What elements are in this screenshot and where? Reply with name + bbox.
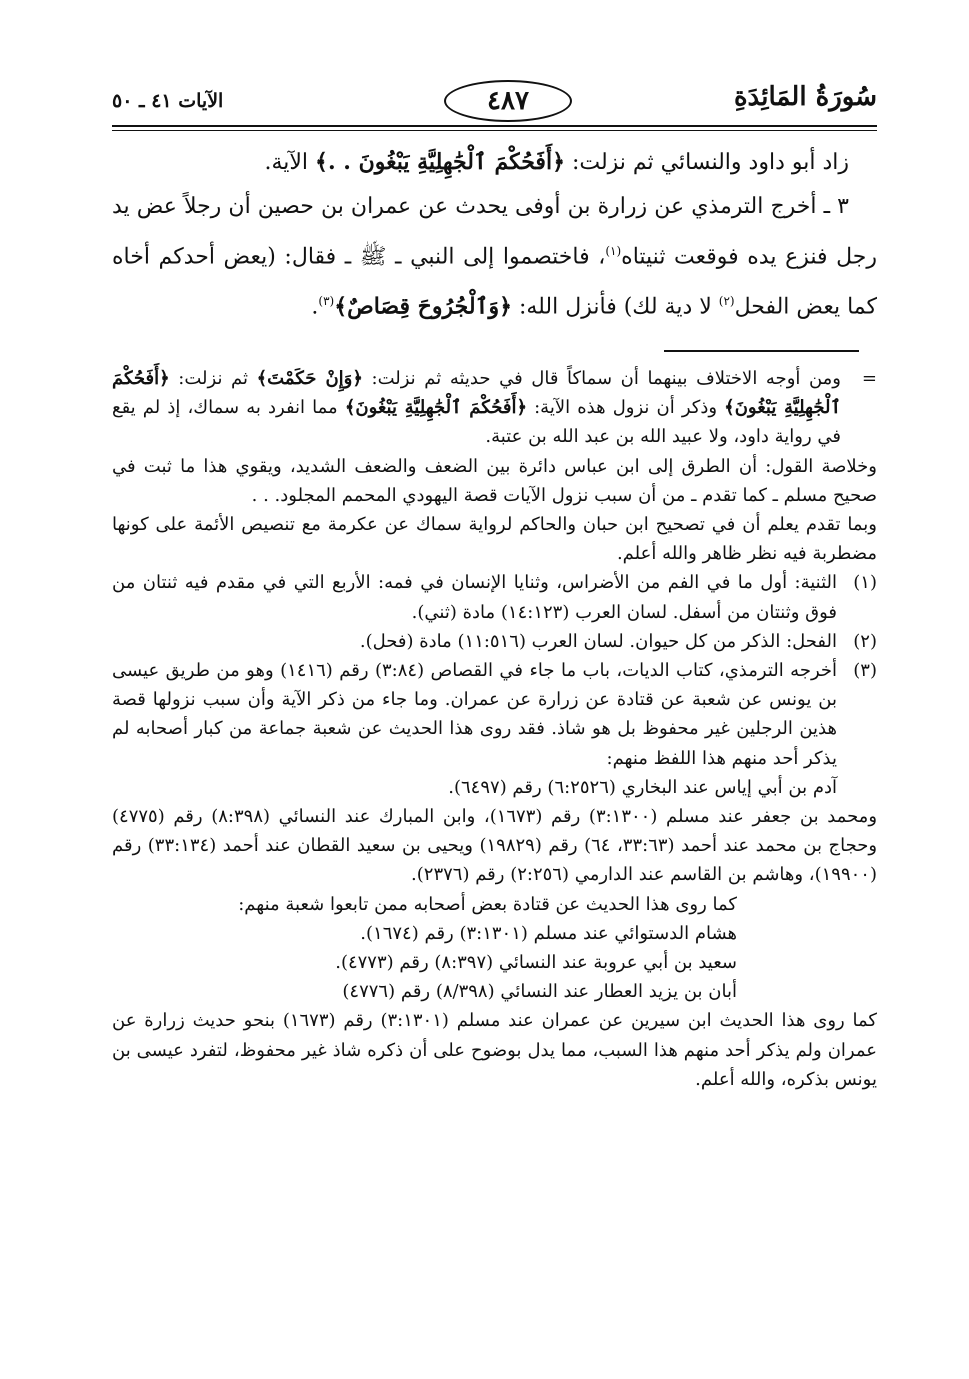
- footnote-text: أخرجه الترمذي، كتاب الديات، باب ما جاء في القصاص (٣:٨٤) رقم (١٤١٦) وهو من طريق عيسى بن يونس عن شعبة عن قتادة عن زرارة عن عمران. وما جاء من ذكر الآية وأن سبب نزولها قصة هذين الرجلين غير محفوظ بل هو شاذ. فقد روى هذا الحديث عن شعبة جماعة من كبار أصحابه لم يذكر أحد منهم هذا اللفظ منهم:: [112, 660, 838, 769]
- header-rule: [112, 125, 877, 127]
- quran-quote: ﴿وَإِنْ حَكَمْتَ﴾: [256, 368, 363, 389]
- footnote-3: [112, 656, 877, 773]
- footnote-number: (٣): [853, 660, 877, 682]
- surah-title: سُورَةُ المَائِدَةِ: [733, 82, 877, 112]
- footnote-conclusion: وبما تقدم يعلم أن في تصحيح ابن حبان والحاكم لرواية سماك عن عكرمة مع تنصيص الأئمة على كونها مضطربة فيه نظر ظاهر والله أعلم.: [112, 514, 877, 565]
- footnote-text: الثنية: أول ما في الفم من الأضراس، وثنايا الإنسان في فمه: الأربع التي في مقدم فيه ثنتان من فوق وثنتان من أسفل. لسان العرب (١٤:١٢٣) مادة (ثني).: [112, 572, 837, 623]
- verses-range: الآيات ٤١ ـ ٥٠: [112, 90, 224, 112]
- footnote-3-line: أبان بن يزيد العطار عند النسائي (٨/٣٩٨) رقم (٤٧٧٦): [342, 981, 737, 1003]
- page-number: ٤٨٧: [444, 80, 572, 122]
- text-span: وذكر أن نزول هذه الآية:: [527, 397, 725, 419]
- text-span: ٣ ـ أخرج الترمذي عن زرارة بن أوفى يحدث عن عمران بن حصين أن رجلاً عض يد رجل فنزع يده فوقعت ثنيتاه: [112, 194, 878, 270]
- text-span: .: [311, 294, 319, 320]
- footnote-3-line: سعيد بن أبي عروبة عند النسائي (٨:٣٩٧) رقم (٤٧٧٣).: [335, 952, 737, 974]
- text-span: الآية.: [264, 150, 316, 175]
- footnote-number: (١): [853, 572, 877, 594]
- text-span: ، فاختصموا إلى النبي ـ ﷺ ـ فقال: (يعض أحدكم أخاه كما يعض الفحل: [112, 244, 877, 320]
- text-span: ثم نزلت:: [169, 368, 257, 389]
- main-paragraph-2: [112, 185, 877, 330]
- text-span: مما انفرد به سماك، إذ لم يقع في رواية داود، ولا عبيد الله بن عبد الله بن عتبة.: [112, 397, 841, 448]
- footnote-ref-2: (٢): [718, 294, 735, 309]
- quran-quote: ﴿أَفَحُكْمَ ٱلْجَٰهِلِيَّةِ يَبْغُونَ﴾: [344, 397, 527, 419]
- footnote-3-line: كما روى هذا الحديث عن قتادة بعض أصحابه ممن تابعوا شعبة منهم:: [238, 893, 737, 915]
- text-span: زاد أبو داود والنسائي ثم نزلت:: [564, 150, 849, 175]
- footnote-3-line: ومحمد بن جعفر عند مسلم (٣:١٣٠٠) رقم (١٦٧٣)، وابن المبارك عند النسائي (٨:٣٩٨) رقم (٤٧٧٥) وحجاج بن محمد عند أحمد (٣٣:٦٣، ٦٤) رقم (١٩٨٢٩) ويحيى بن سعيد القطان عند أحمد (٣٣:١٣٤) رقم (١٩٩٠٠)، وهاشم بن القاسم عند الدارمي (٢:٢٥٦) رقم (٢٣٧٦).: [112, 806, 878, 886]
- footnote-3-line: كما روى هذا الحديث ابن سيرين عن عمران عند مسلم (٣:١٣٠١) رقم (١٦٧٣) بنحو حديث زرارة عن عمران ولم يذكر أحد منهم هذا السبب، مما يدل بوضوح على أن ذكره شاذ غير محفوظ، لتفرد عيسى بن يونس بذكره، والله أعلم.: [112, 1010, 877, 1090]
- quran-quote: ﴿وَٱلْجُرُوحَ قِصَاصٌ﴾: [334, 293, 512, 320]
- main-paragraph-1: [112, 140, 877, 185]
- text-span: ومن أوجه الاختلاف بينهما أن سماكاً قال في حديثه ثم نزلت:: [362, 368, 842, 389]
- footnote-number: (٢): [853, 630, 877, 652]
- footnote-ref-1: (١): [605, 244, 622, 258]
- footnote-3-line: هشام الدستوائي عند مسلم (٣:١٣٠١) رقم (١٦٧٤).: [360, 922, 737, 944]
- footnote-2: [112, 627, 877, 656]
- continuation-marker: =: [861, 368, 877, 389]
- footnote-text: الفحل: الذكر من كل حيوان. لسان العرب (١١:٥١٦) مادة (فحل).: [359, 630, 837, 652]
- page-header: [112, 80, 877, 130]
- footnote-summary: وخلاصة القول: أن الطرق إلى ابن عباس دائرة بين الضعف والضعف الشديد، ويقوي هذا ما ثبت في صحيح مسلم ـ كما تقدم ـ من أن سبب نزول الآيات قصة اليهودي المحمم المجلود. . .: [112, 455, 877, 506]
- footnote-continuation: [112, 364, 877, 452]
- footnote-ref-3: (٣): [318, 294, 335, 309]
- footnote-separator: [664, 350, 859, 352]
- main-text: [112, 140, 877, 330]
- quran-quote: ﴿أَفَحُكْمَ ٱلْجَٰهِلِيَّةِ يَبْغُونَ﴾: [112, 368, 841, 419]
- footnote-1: [112, 568, 877, 626]
- text-span: لا دية لك) فأنزل الله:: [511, 294, 719, 320]
- footnotes: [112, 364, 877, 1094]
- footnote-3-line: آدم بن أبي إياس عند البخاري (٦:٢٥٢٦) رقم (٦٤٩٧).: [448, 776, 837, 798]
- quran-quote: ﴿أَفَحُكْمَ ٱلْجَٰهِلِيَّةِ يَبْغُونَ . .﴾: [315, 149, 565, 175]
- header-rule-thin: [112, 130, 877, 131]
